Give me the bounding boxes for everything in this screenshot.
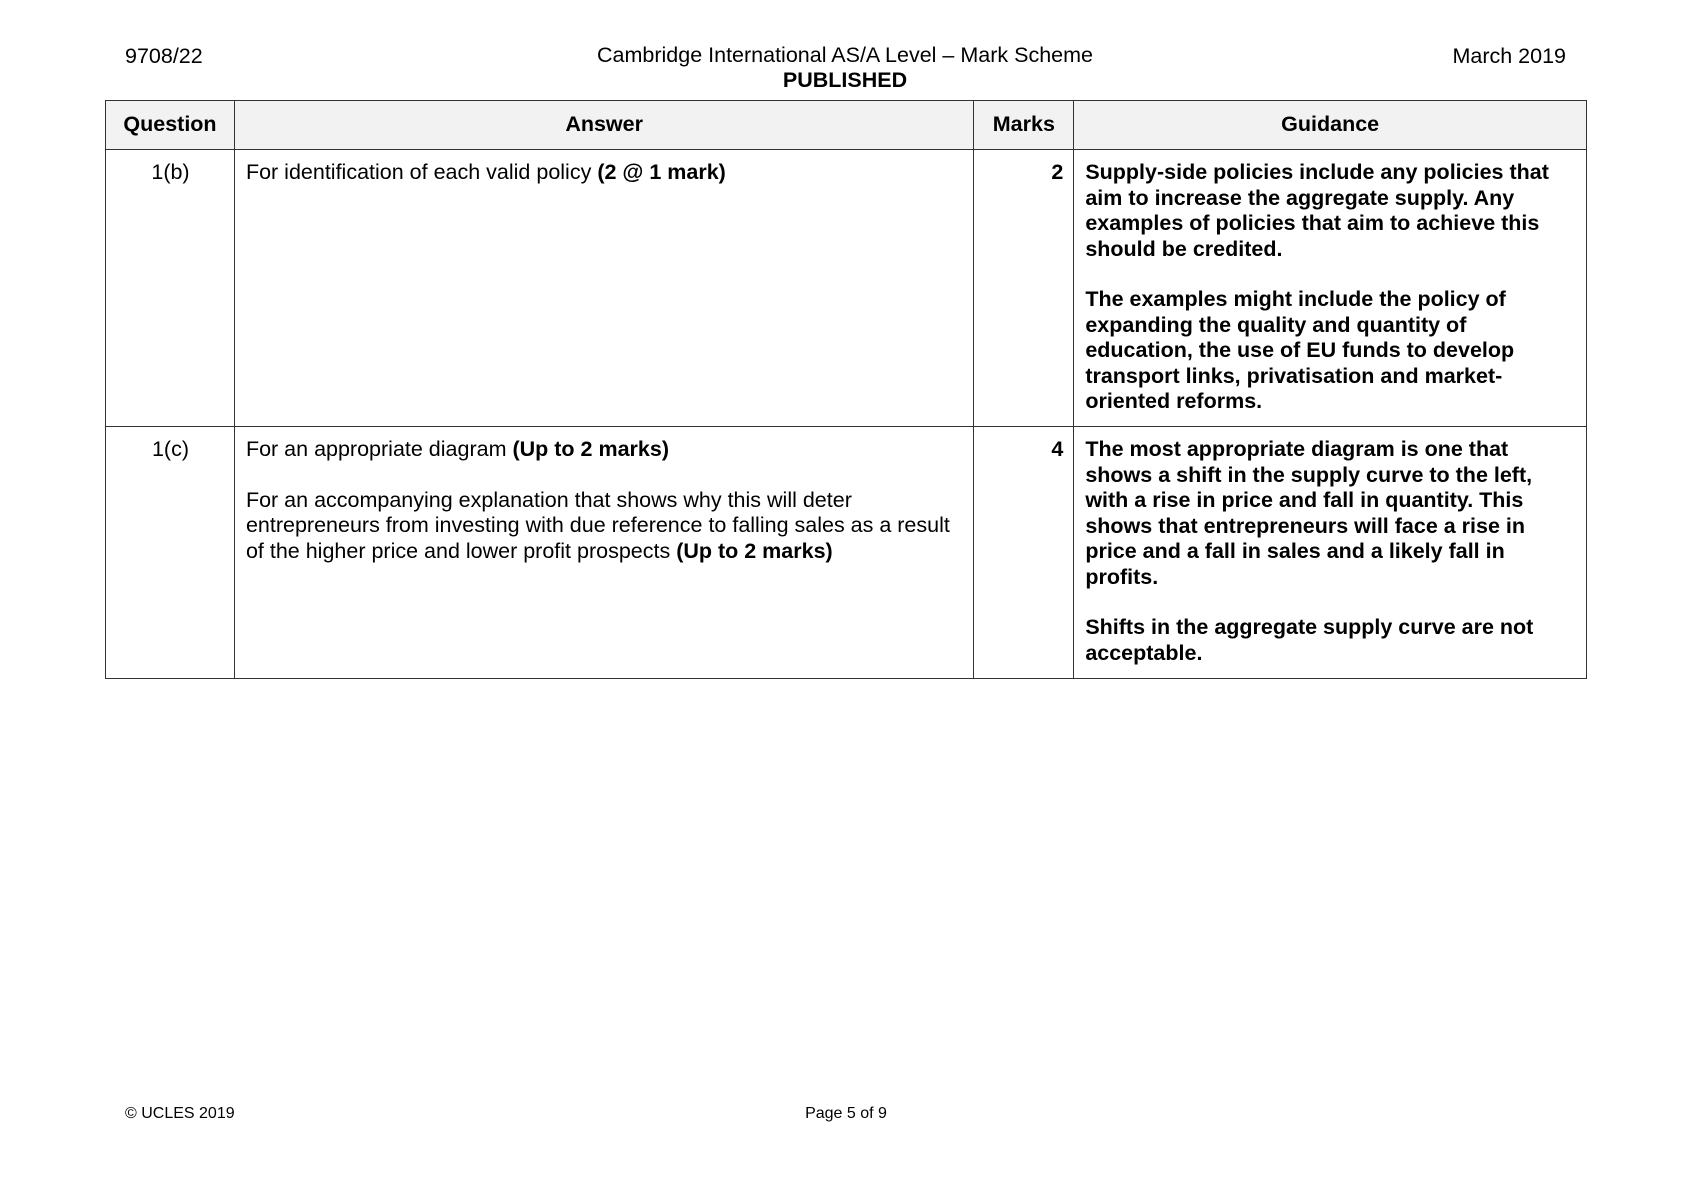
answer-text: For an accompanying explanation that shows why this will deter entrepreneurs from investing with due reference to falling sales as a result of the higher price and lower profit prospects xyxy=(245,487,950,563)
answer-text: For identification of each valid policy xyxy=(245,160,598,184)
guidance-cell xyxy=(1074,427,1587,679)
table-header-row xyxy=(106,101,1587,150)
answer-text: For an appropriate diagram xyxy=(245,437,513,461)
mark-scheme-table xyxy=(105,100,1587,679)
table-row xyxy=(106,427,1587,679)
question-cell: 1(b) xyxy=(106,150,235,427)
answer-marks-note: (2 @ 1 mark) xyxy=(597,160,726,184)
document-date: March 2019 xyxy=(1452,44,1566,68)
guidance-paragraph: Shifts in the aggregate supply curve are not acceptable. xyxy=(1085,615,1534,665)
answer-cell xyxy=(234,150,973,427)
published-label: PUBLISHED xyxy=(782,68,908,92)
marks-cell: 2 xyxy=(974,150,1074,427)
column-header-answer: Answer xyxy=(234,101,973,150)
header-center xyxy=(545,43,1145,93)
column-header-guidance: Guidance xyxy=(1074,101,1587,150)
document-code: 9708/22 xyxy=(125,44,203,68)
answer-marks-note: (Up to 2 marks) xyxy=(676,538,833,563)
document-title: Cambridge International AS/A Level – Mark Scheme xyxy=(597,43,1093,67)
guidance-paragraph: The most appropriate diagram is one that shows a shift in the supply curve to the left, with a rise in price and fall in quantity. This shows that entrepreneurs will face a rise in price and a fall in sales and a likely fall in profits. xyxy=(1085,437,1533,589)
table-row xyxy=(106,150,1587,427)
column-header-marks: Marks xyxy=(974,101,1074,150)
page-number: Page 5 of 9 xyxy=(805,1105,887,1122)
answer-marks-note: (Up to 2 marks) xyxy=(512,437,669,461)
guidance-paragraph: Supply-side policies include any policies that aim to increase the aggregate supply. Any examples of policies that aim to achieve this should be credited. xyxy=(1085,160,1549,261)
answer-paragraph xyxy=(246,160,963,186)
answer-cell xyxy=(234,427,973,679)
column-header-question: Question xyxy=(106,101,235,150)
question-cell: 1(c) xyxy=(106,427,235,679)
answer-paragraph xyxy=(246,488,963,565)
guidance-cell xyxy=(1074,150,1587,427)
answer-paragraph xyxy=(246,437,963,463)
marks-cell: 4 xyxy=(974,427,1074,679)
guidance-paragraph: The examples might include the policy of expanding the quality and quantity of education, the use of EU funds to develop transport links, privatisation and market-oriented reforms. xyxy=(1085,287,1515,413)
copyright-notice: © UCLES 2019 xyxy=(125,1105,235,1122)
